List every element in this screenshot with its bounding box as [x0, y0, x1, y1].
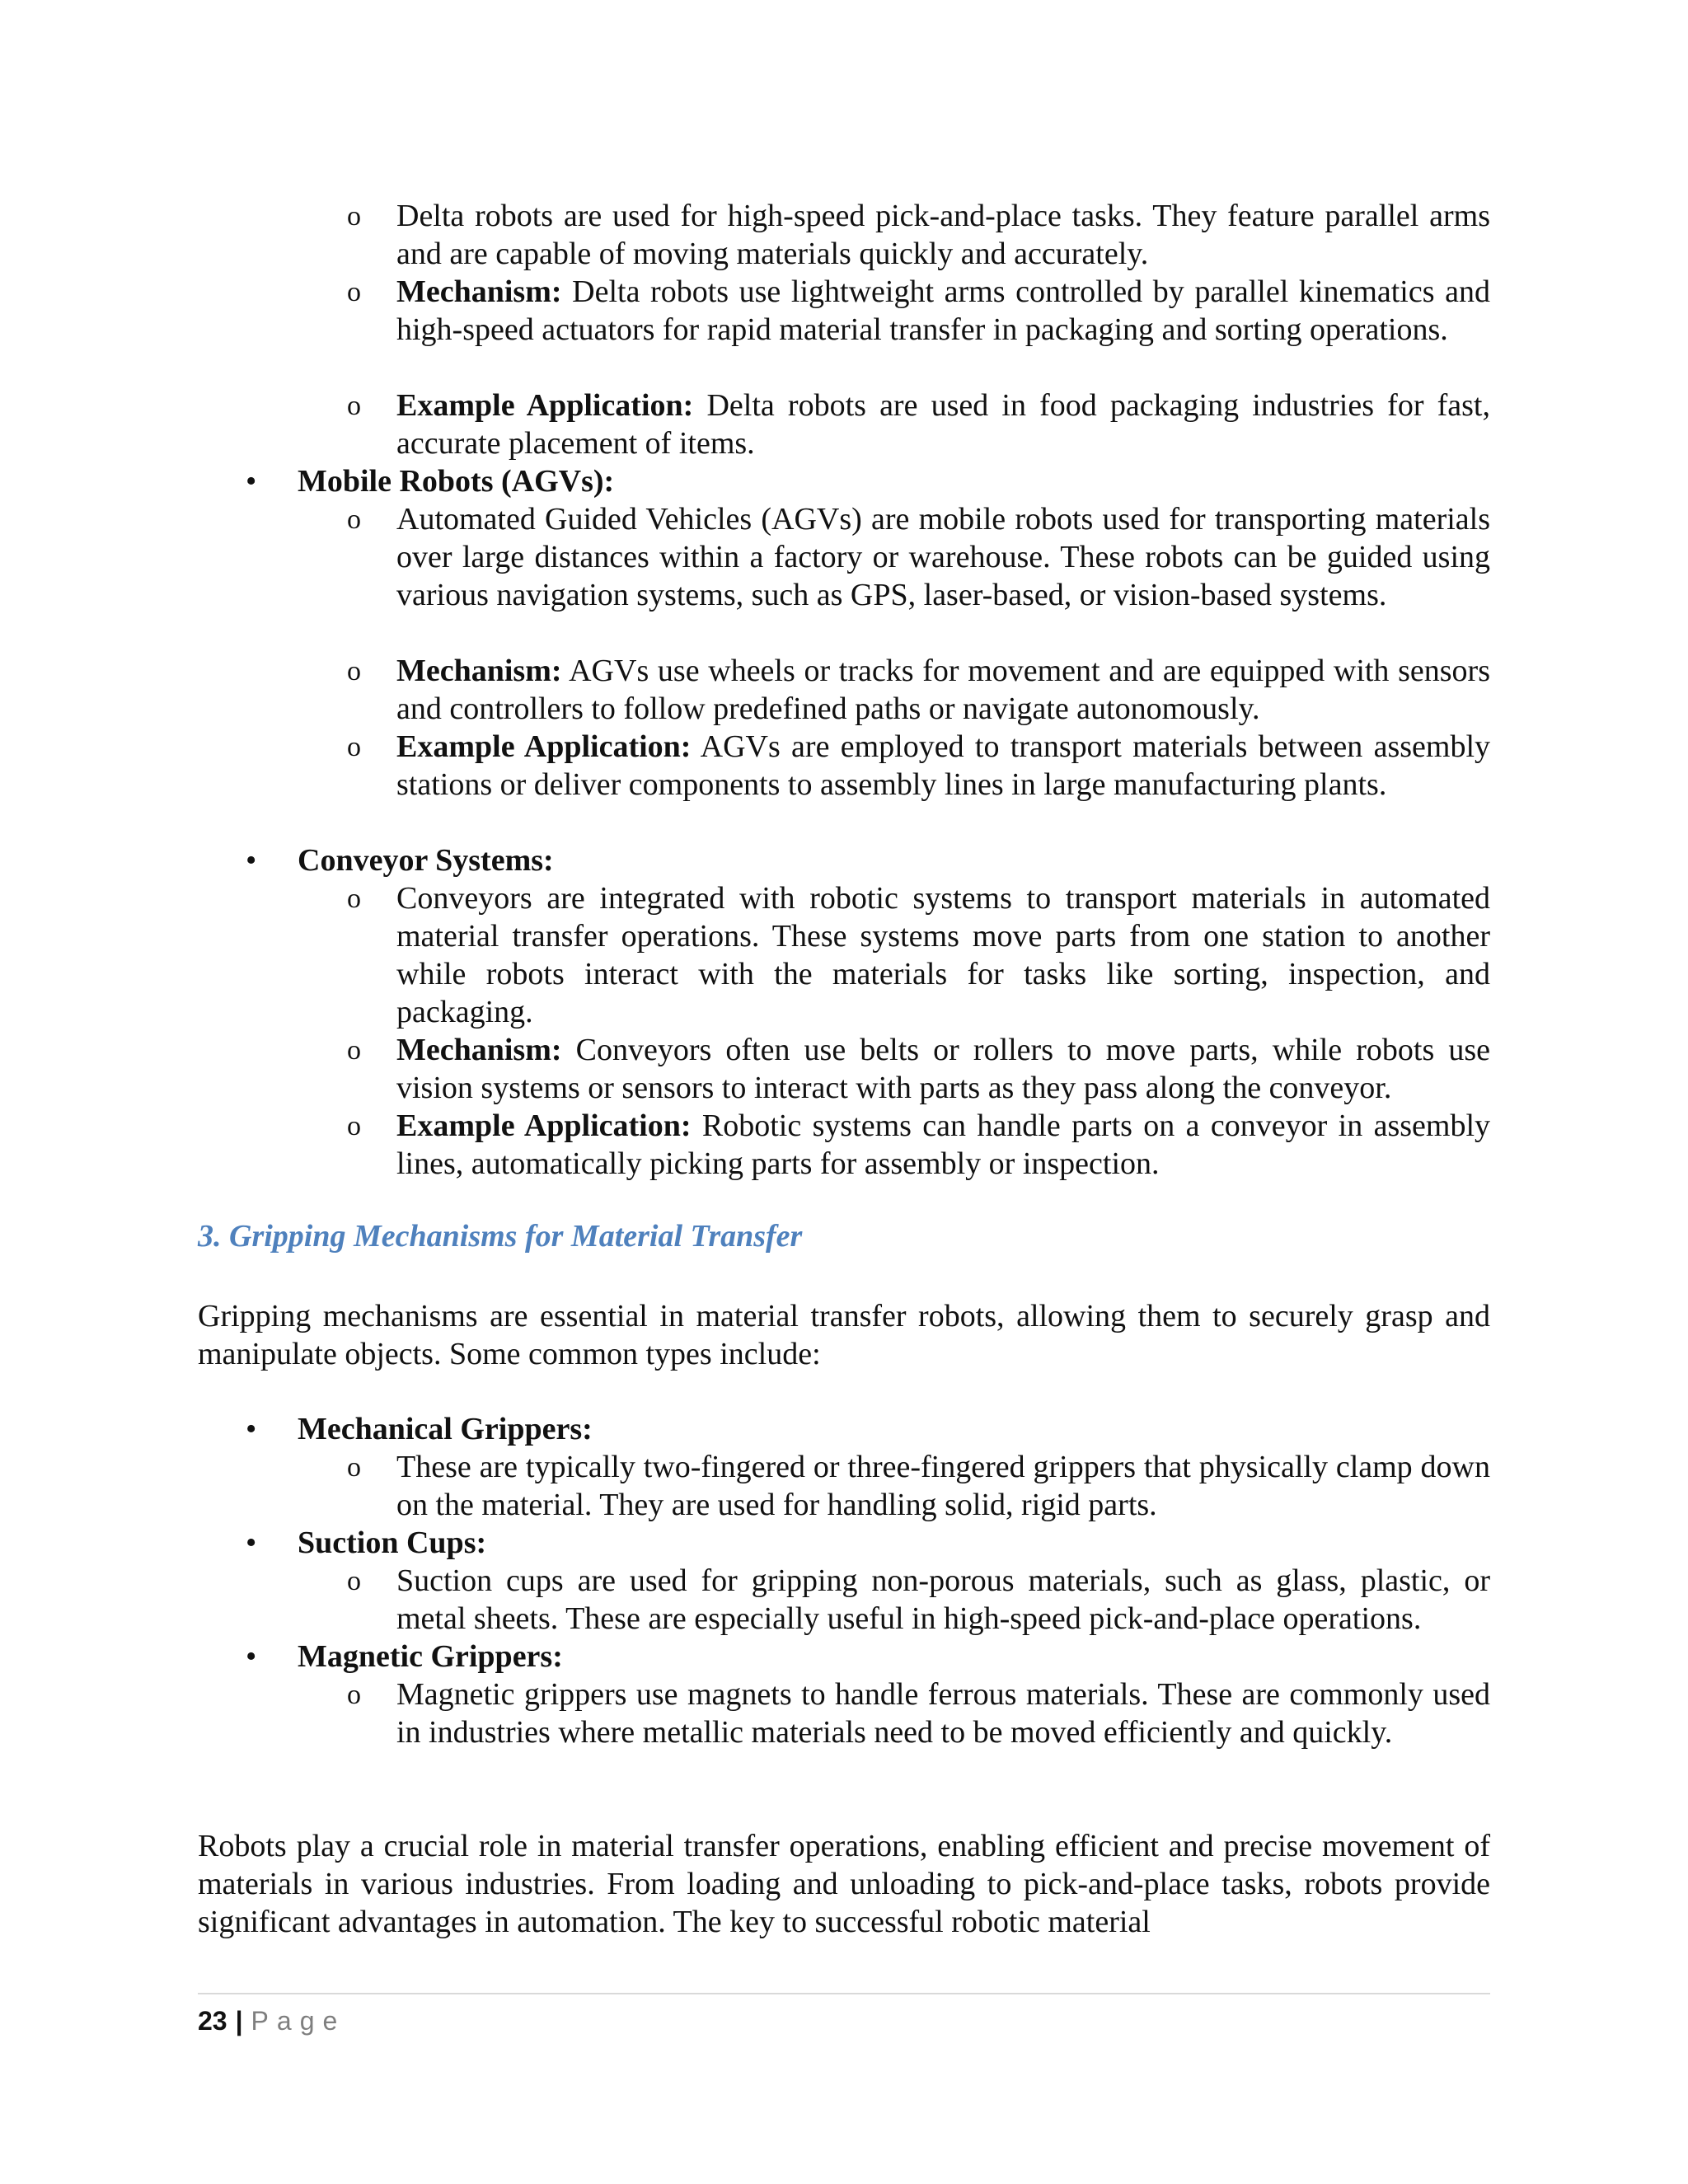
closing-paragraph: Robots play a crucial role in material transfer operations, enabling efficient and precise movement of materials in various industries. From loading and unloading to pick-and-place tasks, robots provide significant advantages in automation. The key to successful robotic material	[198, 1829, 1490, 1939]
list-heading: Magnetic Grippers:	[298, 1639, 563, 1674]
list-heading: Mechanical Grippers:	[298, 1412, 593, 1446]
bullet-marker: •	[246, 1639, 257, 1674]
sub-bullet-marker: o	[347, 504, 361, 535]
bullet-marker: •	[246, 464, 257, 499]
list-item: Mechanism: AGVs use wheels or tracks for movement and are equipped with sensors and controllers to follow predefined paths or navigate autonomously.	[396, 654, 1490, 726]
section-heading: 3. Gripping Mechanisms for Material Transfer	[198, 1219, 803, 1254]
list-item: Suction cups are used for gripping non-porous materials, such as glass, plastic, or metal sheets. These are especially useful in high-speed pick-and-place operations.	[396, 1563, 1490, 1636]
list-item: Example Application: Robotic systems can handle parts on a conveyor in assembly lines, automatically picking parts for assembly or inspection.	[396, 1108, 1491, 1181]
sub-bullet-marker: o	[347, 1452, 361, 1483]
page-footer	[198, 2004, 345, 2037]
page-number: 23	[198, 2006, 227, 2036]
sub-bullet-marker: o	[347, 1111, 361, 1141]
list-heading: Mobile Robots (AGVs):	[298, 464, 615, 499]
list-item: Delta robots are used for high-speed pick-and-place tasks. They feature parallel arms and are capable of moving materials quickly and accurately.	[396, 199, 1490, 271]
sub-bullet-marker: o	[347, 391, 361, 421]
list-item: These are typically two-fingered or three-fingered grippers that physically clamp down on the material. They are used for handling solid, rigid parts.	[396, 1450, 1490, 1522]
sub-bullet-marker: o	[347, 1680, 361, 1710]
bullet-marker: •	[246, 1412, 257, 1446]
footer-separator: |	[235, 2006, 243, 2036]
sub-bullet-marker: o	[347, 1035, 361, 1066]
sub-bullet-marker: o	[347, 883, 361, 914]
list-item: Mechanism: Delta robots use lightweight arms controlled by parallel kinematics and high-speed actuators for rapid material transfer in packaging and sorting operations.	[396, 274, 1490, 347]
list-item: Example Application: Delta robots are used in food packaging industries for fast, accurate placement of items.	[396, 388, 1490, 461]
bullet-marker: •	[246, 843, 257, 878]
list-heading: Suction Cups:	[298, 1526, 487, 1560]
list-item: Conveyors are integrated with robotic systems to transport materials in automated material transfer operations. These systems move parts from one station to another while robots interact with the materials for tasks like sorting, inspection, and packaging.	[396, 881, 1490, 1029]
sub-bullet-marker: o	[347, 277, 361, 307]
list-item: Magnetic grippers use magnets to handle ferrous materials. These are commonly used in industries where metallic materials need to be moved efficiently and quickly.	[396, 1677, 1490, 1750]
bullet-marker: •	[246, 1526, 257, 1560]
list-item: Example Application: AGVs are employed to transport materials between assembly stations or deliver components to assembly lines in large manufacturing plants.	[396, 729, 1490, 802]
page-label: Page	[251, 2006, 346, 2036]
sub-bullet-marker: o	[347, 656, 361, 687]
sub-bullet-marker: o	[347, 732, 361, 762]
sub-bullet-marker: o	[347, 1566, 361, 1596]
footer-divider	[198, 1993, 1490, 1994]
sub-bullet-marker: o	[347, 201, 361, 232]
intro-paragraph: Gripping mechanisms are essential in material transfer robots, allowing them to securely grasp and manipulate objects. Some common types include:	[198, 1299, 1490, 1371]
list-heading: Conveyor Systems:	[298, 843, 554, 878]
list-item: Automated Guided Vehicles (AGVs) are mobile robots used for transporting materials over large distances within a factory or warehouse. These robots can be guided using various navigation systems, such as GPS, laser-based, or vision-based systems.	[396, 502, 1490, 612]
list-item: Mechanism: Conveyors often use belts or rollers to move parts, while robots use vision systems or sensors to interact with parts as they pass along the conveyor.	[396, 1033, 1490, 1105]
